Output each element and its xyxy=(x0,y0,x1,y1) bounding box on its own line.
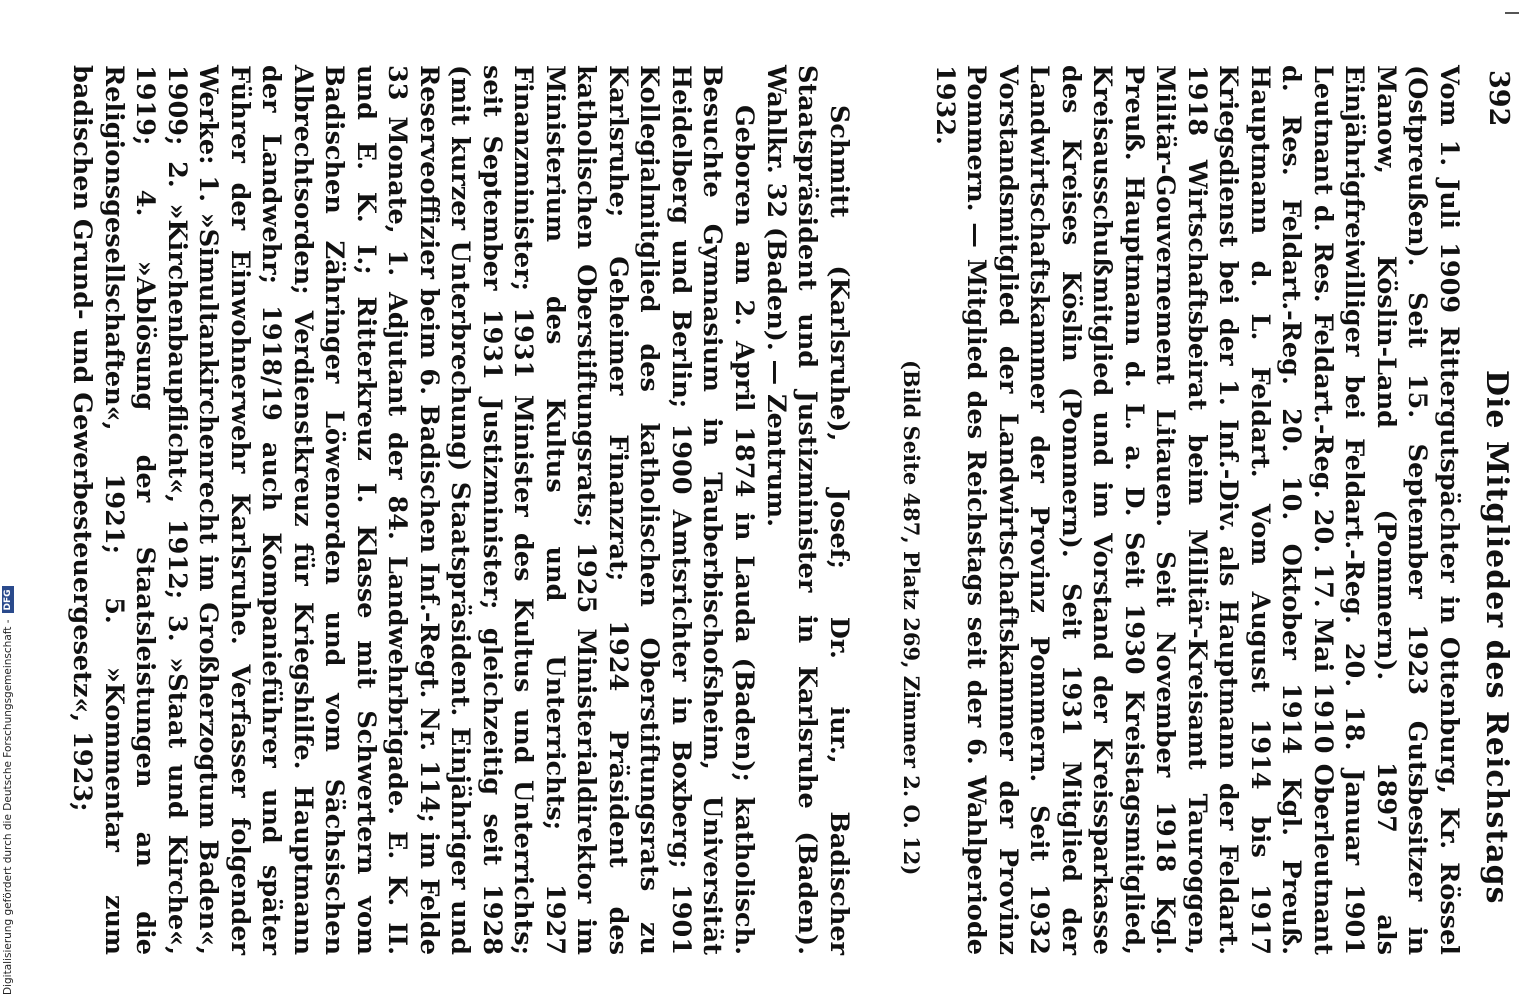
member-biography xyxy=(66,65,759,955)
member-biography-paragraph: Geboren am 2. April 1874 in Lauda (Baden); katholisch. Besuchte Gymnasium in Tauberbischofsheim, Universität Heidelberg und Berlin; 1900 Amtsrichter in Boxberg; 1901 Kollegialmitglied des katholischen Oberstiftungsrats zu Karlsruhe; Geheimer Finanzrat; 1924 Präsident des katholischen Oberstiftungsrats; 1925 Ministerialdirektor im Ministerium des Kultus und Unterrichts; 1927 Finanzminister; 1931 Minister des Kultus und Unterrichts; seit September 1931 Justizminister; gleichzeitig seit 1928 (mit kurzer Unterbrechung) Staatspräsident. Einjähriger und Reserveoffizier beim 6. Badischen Inf.-Regt. Nr. 114; im Felde 33 Monate, 1. Adjutant der 84. Landwehrbrigade. E. K. II. und E. K. I.; Ritterkreuz I. Klasse mit Schwertern vom Badischen Zähringer Löwenorden und vom Sächsischen Albrechtsorden; Verdienstkreuz für Kriegshilfe. Hauptmann der Landwehr; 1918/19 auch Kompanieführer und später Führer der Einwohnerwehr Karlsruhe. Verfasser folgender Werke: 1. »Simultankirchenrecht im Großherzogtum Baden«, 1909; 2. »Kirchenbaupflicht«, 1912; 3. »Staat und Kirche«, 1919; 4. »Ablösung der Staatsleistungen an die Religionsgesellschaften«, 1921; 5. »Kommentar zum badischen Grund- und Gewerbesteuergesetz«, 1923; xyxy=(67,65,759,955)
page-title: Die Mitglieder des Reichstags xyxy=(1479,370,1514,905)
picture-reference: (Bild Seite 487, Platz 269, Zimmer 2. O. 12) xyxy=(899,360,924,876)
running-head xyxy=(1474,70,1514,950)
dfg-logo: DFG xyxy=(2,586,14,613)
previous-entry-text xyxy=(929,65,1465,955)
digitization-credit xyxy=(2,5,14,995)
member-name-line: Schmitt (Karlsruhe), Josef; Dr. iur., Badischer Staatspräsident und Justizminister in Karlsruhe (Baden). Wahlkr. 32 (Baden). — Zentrum. xyxy=(761,65,854,955)
previous-entry-paragraph: Vom 1. Juli 1909 Rittergutspächter in Ottenburg, Kr. Rössel (Ostpreußen). Seit 15. September 1923 Gutsbesitzer in Manow, Köslin-Land (Pommern). 1897 als Einjährigfreiwilliger bei Feldart.-Reg. 20. 18. Januar 1901 Leutnant d. Res. Feldart.-Reg. 20. 17. Mai 1910 Oberleutnant d. Res. Feldart.-Reg. 20. 10. Oktober 1914 Kgl. Preuß. Hauptmann d. L. Feldart. Vom August 1914 bis 1917 Kriegsdienst bei der 1. Inf.-Div. als Hauptmann der Feldart. 1918 Wirtschaftsbeirat beim Militär-Kreisamt Tauroggen, Militär-Gouvernement Litauen. Seit November 1918 Kgl. Preuß. Hauptmann d. L. a. D. Seit 1930 Kreistagsmitglied, Kreisausschußmitglied und im Vorstand der Kreissparkasse des Kreises Köslin (Pommern). Seit 1931 Mitglied der Landwirtschaftskammer der Provinz Pommern. Seit 1932 Vorstandsmitglied der Landwirtschaftskammer der Provinz Pommern. — Mitglied des Reichstags seit der 6. Wahlperiode 1932. xyxy=(930,65,1464,955)
member-entry-heading xyxy=(760,65,855,955)
credit-text: Digitalisierung gefördert durch die Deutsche Forschungsgemeinschaft - xyxy=(2,619,14,995)
page-number: 392 xyxy=(1483,70,1514,127)
